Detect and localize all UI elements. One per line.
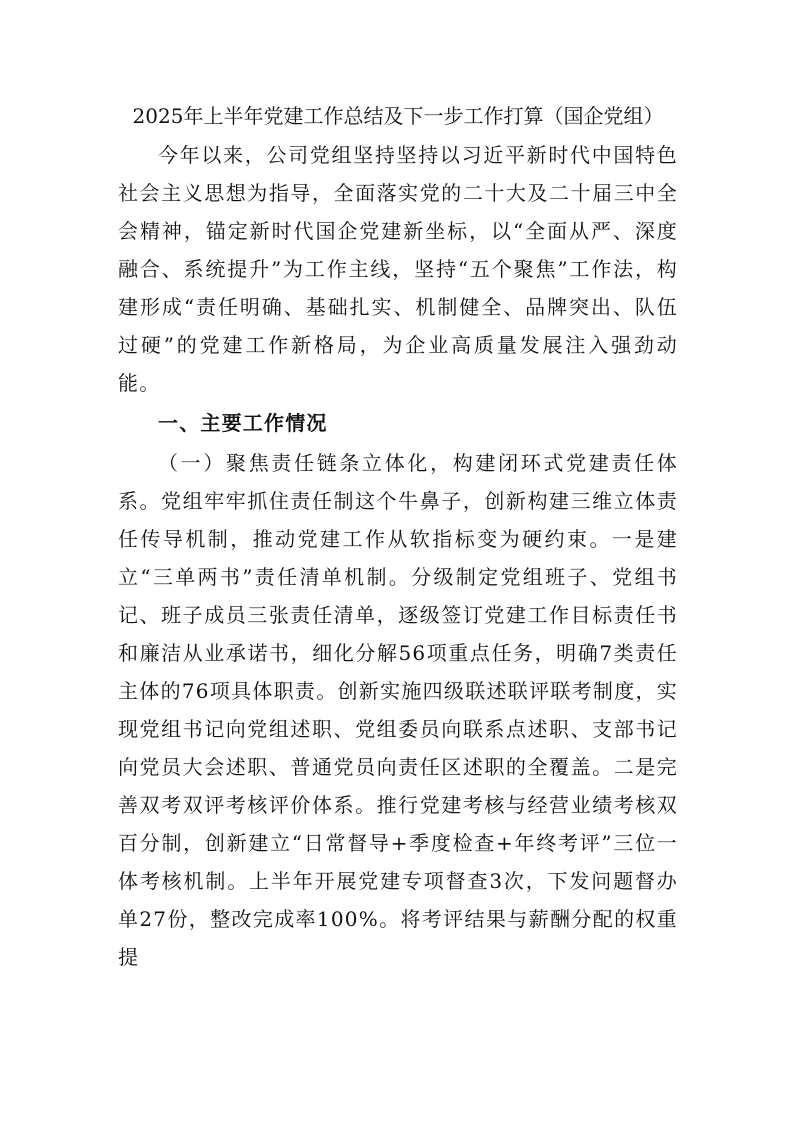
subsection-1-paragraph: [118, 444, 678, 976]
document-body: [118, 96, 678, 976]
document-title: 2025年上半年党建工作总结及下一步工作打算（国企党组）: [132, 104, 664, 128]
intro-paragraph: 今年以来，公司党组坚持坚持以习近平新时代中国特色社会主义思想为指导，全面落实党的二十大及二十届三中全会精神，锚定新时代国企党建新坐标，以“全面从严、深度融合、系统提升”为工作主线，坚持“五个聚焦”工作法，构建形成“责任明确、基础扎实、机制健全、品牌突出、队伍过硬”的党建工作新格局，为企业高质量发展注入强劲动能。: [118, 143, 678, 395]
subsection-1-heading: （一）聚焦责任链条立体化，构建闭环式党建责任体系。: [118, 451, 678, 513]
section-heading-main-work: 一、主要工作情况: [158, 411, 328, 435]
subsection-1-body: 党组牢牢抓住责任制这个牛鼻子，创新构建三维立体责任传导机制，推动党建工作从软指标变为硬约束。一是建立“三单两书”责任清单机制。分级制定党组班子、党组书记、班子成员三张责任清单，逐级签订党建工作目标责任书和廉洁从业承诺书，细化分解56项重点任务，明确7类责任主体的76项具体职责。创新实施四级联述联评联考制度，实现党组书记向党组述职、党组委员向联系点述职、支部书记向党员大会述职、普通党员向责任区述职的全覆盖。二是完善双考双评考核评价体系。推行党建考核与经营业绩考核双百分制，创新建立“日常督导+季度检查+年终考评”三位一体考核机制。上半年开展党建专项督查3次，下发问题督办单27份，整改完成率100%。将考评结果与薪酬分配的权重提: [118, 489, 678, 969]
